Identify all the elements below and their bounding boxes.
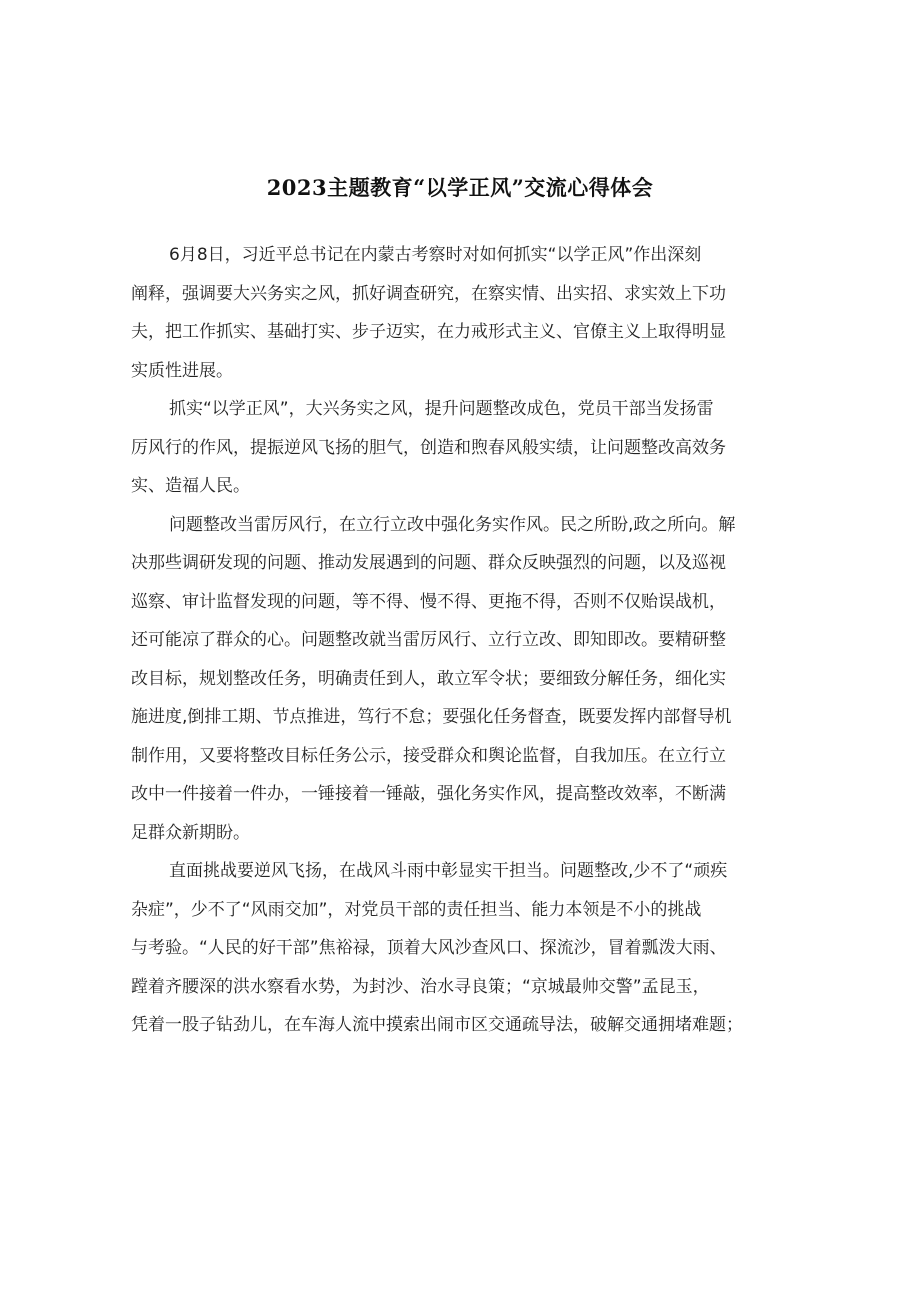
paragraph-line: 厉风行的作风，提振逆风飞扬的胆气，创造和煦春风般实绩，让问题整改高效务 bbox=[131, 437, 726, 458]
paragraph-line: 改中一件接着一件办，一锤接着一锤敲，强化务实作风，提高整改效率，不断满 bbox=[131, 784, 726, 804]
paragraph-line: 6月8日，习近平总书记在内蒙古考察时对如何抓实“以学正风”作出深刻 bbox=[169, 245, 702, 265]
paragraph-line: 抓实“以学正风”，大兴务实之风，提升问题整改成色，党员干部当发扬雷 bbox=[169, 399, 714, 419]
document-body bbox=[131, 236, 793, 1045]
paragraph-line: 问题整改当雷厉风行，在立行立改中强化务实作风。民之所盼,政之所向。解 bbox=[169, 514, 736, 535]
paragraph-line: 实质性进展。 bbox=[131, 360, 233, 381]
paragraph-line: 阐释，强调要大兴务实之风，抓好调查研究，在察实情、出实招、求实效上下功 bbox=[131, 283, 726, 304]
paragraph-line: 蹚着齐腰深的洪水察看水势，为封沙、治水寻良策；“京城最帅交警”孟昆玉， bbox=[131, 976, 710, 997]
paragraph-line: 巡察、审计监督发现的问题，等不得、慢不得、更拖不得，否则不仅贻误战机， bbox=[131, 591, 726, 612]
paragraph-2 bbox=[131, 390, 793, 506]
paragraph-line: 实、造福人民。 bbox=[131, 476, 250, 496]
paragraph-4 bbox=[131, 852, 793, 1045]
paragraph-3 bbox=[131, 506, 793, 853]
paragraph-1 bbox=[131, 236, 793, 390]
paragraph-line: 直面挑战要逆风飞扬，在战风斗雨中彰显实干担当。问题整改,少不了“顽疾 bbox=[169, 861, 728, 881]
paragraph-line: 制作用，又要将整改目标任务公示，接受群众和舆论监督，自我加压。在立行立 bbox=[131, 745, 726, 766]
paragraph-line: 施进度,倒排工期、节点推进，笃行不怠；要强化任务督查，既要发挥内部督导机 bbox=[131, 707, 732, 727]
paragraph-line: 凭着一股子钻劲儿，在车海人流中摸索出闹市区交通疏导法，破解交通拥堵难题； bbox=[131, 1015, 743, 1035]
document-title: 2023主题教育“以学正风”交流心得体会 bbox=[266, 175, 654, 200]
paragraph-line: 改目标，规划整改任务，明确责任到人，敢立军令状；要细致分解任务，细化实 bbox=[131, 668, 726, 689]
paragraph-line: 夫，把工作抓实、基础打实、步子迈实，在力戒形式主义、官僚主义上取得明显 bbox=[131, 322, 726, 342]
paragraph-line: 决那些调研发现的问题、推动发展遇到的问题、群众反映强烈的问题，以及巡视 bbox=[131, 553, 726, 573]
paragraph-line: 还可能凉了群众的心。问题整改就当雷厉风行、立行立改、即知即改。要精研整 bbox=[131, 630, 726, 650]
paragraph-line: 足群众新期盼。 bbox=[131, 822, 250, 843]
paragraph-line: 杂症”，少不了“风雨交加”，对党员干部的责任担当、能力本领是不小的挑战 bbox=[131, 899, 702, 920]
paragraph-line: 与考验。“人民的好干部”焦裕禄，顶着大风沙查风口、探流沙，冒着瓢泼大雨、 bbox=[131, 938, 727, 958]
